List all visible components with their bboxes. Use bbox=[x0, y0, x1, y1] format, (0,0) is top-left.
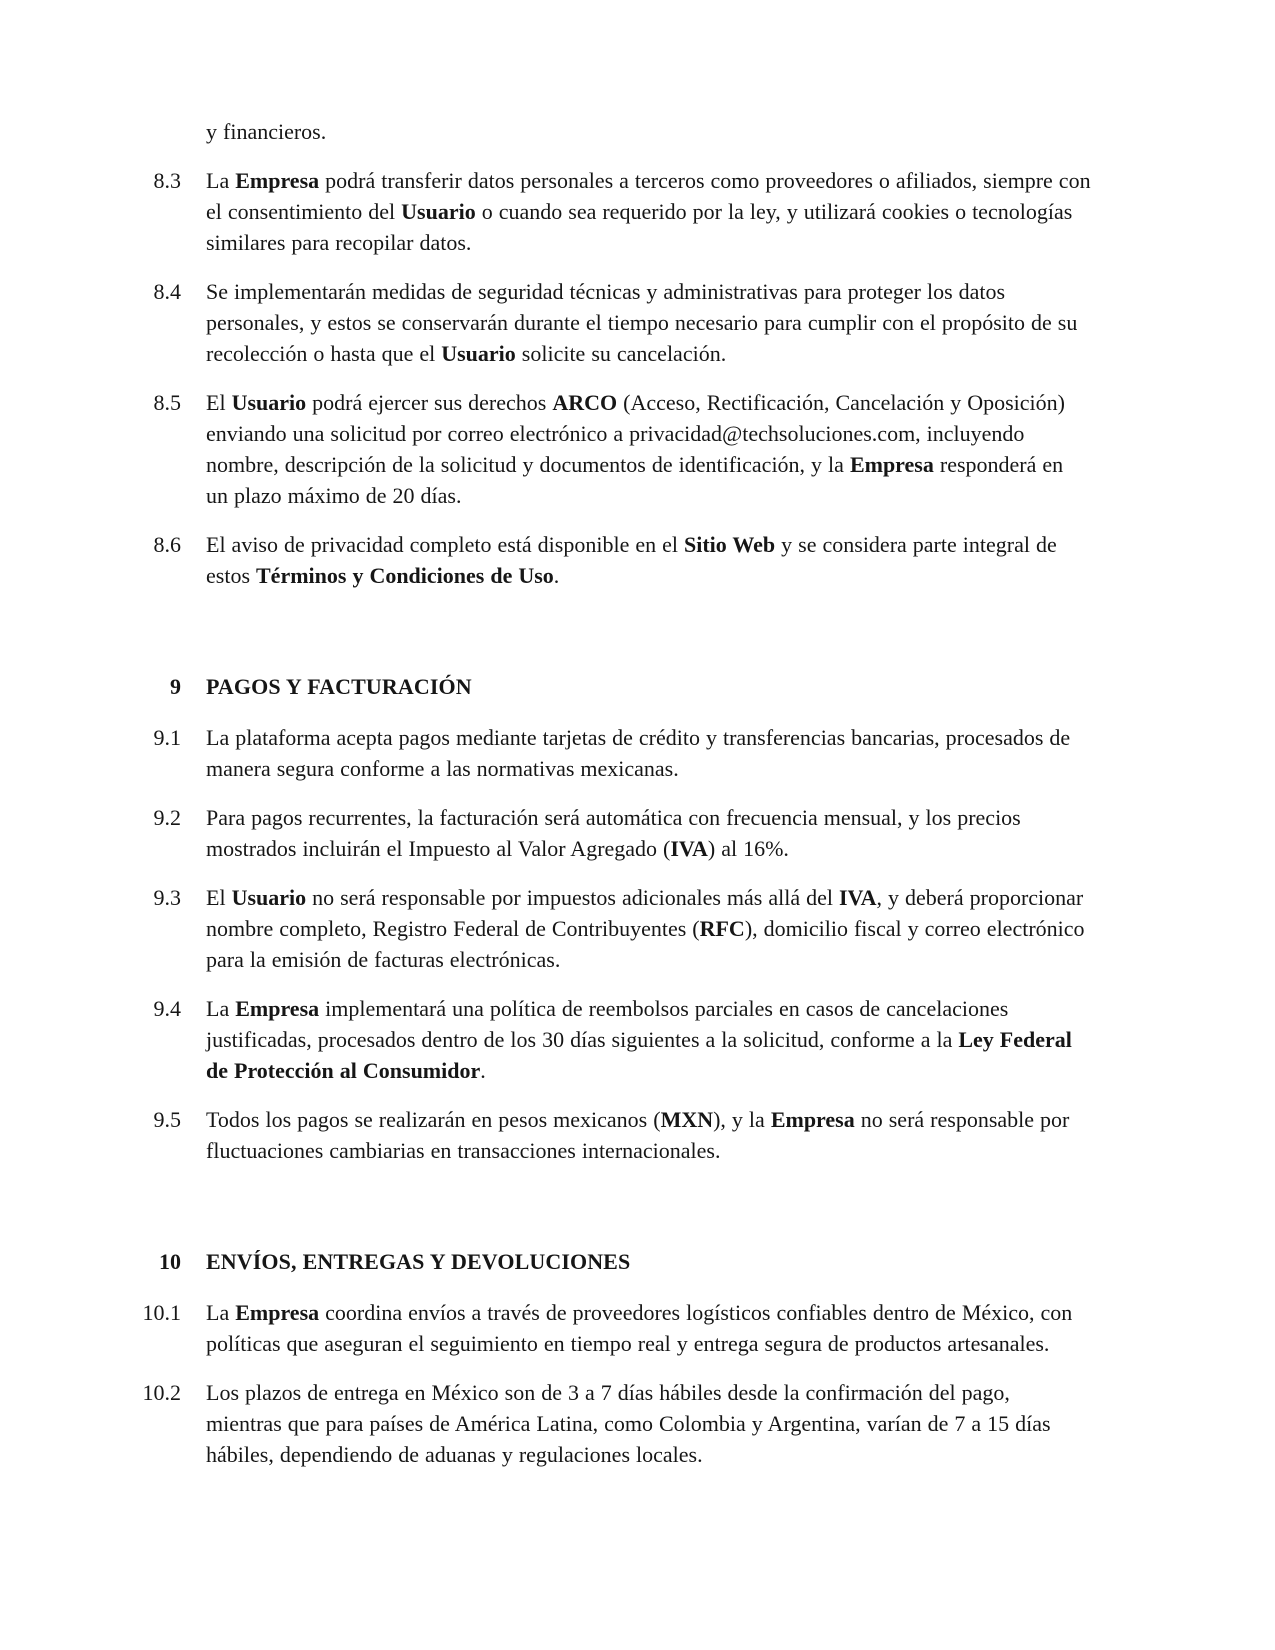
paragraph-text: Para pagos recurrentes, la facturación será automática con frecuencia mensual, y los precios mostrados incluirán el Impuesto al Valor Agregado (IVA) al 16%. bbox=[206, 805, 1021, 861]
item-number: 9.4 bbox=[153, 996, 181, 1021]
paragraph-text: El Usuario podrá ejercer sus derechos ARCO (Acceso, Rectificación, Cancelación y Oposición) enviando una solicitud por correo electrónico a privacidad@techsoluciones.com, incluyendo nombre, descripción de la solicitud y documentos de identificación, y la Empresa responderá en un plazo máximo de 20 días. bbox=[206, 390, 1065, 508]
paragraph-text: Todos los pagos se realizarán en pesos mexicanos (MXN), y la Empresa no será responsable por fluctuaciones cambiarias en transacciones internacionales. bbox=[206, 1107, 1070, 1163]
paragraph-text: La Empresa podrá transferir datos personales a terceros como proveedores o afiliados, siempre con el consentimiento del Usuario o cuando sea requerido por la ley, y utilizará cookies o tecnologías similares para recopilar datos. bbox=[206, 168, 1091, 255]
paragraph bbox=[124, 116, 1114, 147]
list-item bbox=[124, 1377, 1114, 1470]
section-heading bbox=[124, 1246, 1114, 1277]
list-item bbox=[124, 722, 1114, 784]
item-number: 8.6 bbox=[153, 532, 181, 557]
paragraph-text: y financieros. bbox=[206, 119, 327, 144]
item-number: 9.1 bbox=[153, 725, 181, 750]
item-number: 8.3 bbox=[153, 168, 181, 193]
heading-text: PAGOS Y FACTURACIÓN bbox=[206, 674, 472, 699]
section-heading bbox=[124, 671, 1114, 702]
list-item bbox=[124, 387, 1114, 511]
paragraph-text: La plataforma acepta pagos mediante tarjetas de crédito y transferencias bancarias, procesados de manera segura conforme a las normativas mexicanas. bbox=[206, 725, 1071, 781]
list-item bbox=[124, 276, 1114, 369]
paragraph-text: La Empresa implementará una política de reembolsos parciales en casos de cancelaciones justificadas, procesados dentro de los 30 días siguientes a la solicitud, conforme a la Ley Federal de Protección al Consumidor. bbox=[206, 996, 1072, 1083]
item-number: 8.4 bbox=[153, 279, 181, 304]
list-item bbox=[124, 802, 1114, 864]
list-item bbox=[124, 882, 1114, 975]
list-item bbox=[124, 1297, 1114, 1359]
list-item bbox=[124, 529, 1114, 591]
item-number: 8.5 bbox=[153, 390, 181, 415]
paragraph-text: El aviso de privacidad completo está disponible en el Sitio Web y se considera parte integral de estos Términos y Condiciones de Uso. bbox=[206, 532, 1057, 588]
item-number: 10.1 bbox=[142, 1300, 181, 1325]
list-item bbox=[124, 993, 1114, 1086]
item-number: 9.5 bbox=[153, 1107, 181, 1132]
list-item bbox=[124, 1104, 1114, 1166]
paragraph-text: Los plazos de entrega en México son de 3 a 7 días hábiles desde la confirmación del pago, mientras que para países de América Latina, como Colombia y Argentina, varían de 7 a 15 días hábiles, dependiendo de aduanas y regulaciones locales. bbox=[206, 1380, 1051, 1467]
section-number: 9 bbox=[170, 674, 181, 699]
paragraph-text: Se implementarán medidas de seguridad técnicas y administrativas para proteger los datos personales, y estos se conservarán durante el tiempo necesario para cumplir con el propósito de su recolección o hasta que el Usuario solicite su cancelación. bbox=[206, 279, 1078, 366]
paragraph-text: La Empresa coordina envíos a través de proveedores logísticos confiables dentro de México, con políticas que aseguran el seguimiento en tiempo real y entrega segura de productos artesanales. bbox=[206, 1300, 1073, 1356]
document-body bbox=[124, 116, 1114, 1488]
list-item bbox=[124, 165, 1114, 258]
paragraph-text: El Usuario no será responsable por impuestos adicionales más allá del IVA, y deberá proporcionar nombre completo, Registro Federal de Contribuyentes (RFC), domicilio fiscal y correo electrónico para la emisión de facturas electrónicas. bbox=[206, 885, 1085, 972]
item-number: 9.3 bbox=[153, 885, 181, 910]
item-number: 10.2 bbox=[142, 1380, 181, 1405]
item-number: 9.2 bbox=[153, 805, 181, 830]
section-number: 10 bbox=[159, 1249, 181, 1274]
heading-text: ENVÍOS, ENTREGAS Y DEVOLUCIONES bbox=[206, 1249, 631, 1274]
